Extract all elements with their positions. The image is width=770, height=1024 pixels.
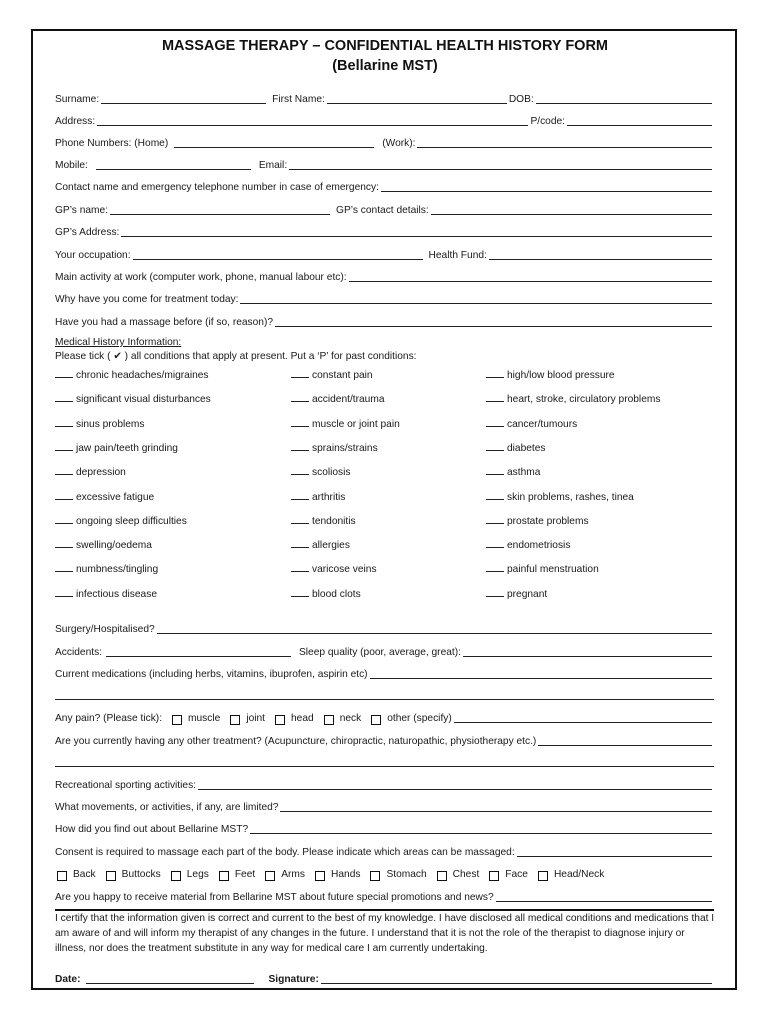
- other-treatment-extra-line[interactable]: [55, 766, 714, 767]
- condition-label: skin problems, rashes, tinea: [507, 491, 634, 503]
- area-chest-label: Chest: [452, 869, 480, 880]
- area-legs-checkbox[interactable]: [171, 871, 181, 881]
- condition-2-6: [291, 492, 345, 503]
- condition-tick-blank[interactable]: [486, 401, 504, 402]
- pain-joint-label: joint: [246, 713, 266, 724]
- row-gp-address: [55, 223, 714, 239]
- pcode-field[interactable]: [567, 125, 712, 126]
- row-mobile: [55, 156, 714, 172]
- condition-1-7: [55, 516, 187, 527]
- accidents-label: Accidents:: [55, 647, 102, 658]
- condition-2-2: [291, 394, 384, 405]
- email-field[interactable]: [289, 169, 712, 170]
- sporting-label: Recreational sporting activities:: [55, 780, 196, 791]
- condition-3-1: [486, 370, 615, 381]
- area-back-label: Back: [73, 869, 96, 880]
- condition-tick-blank[interactable]: [55, 474, 73, 475]
- condition-2-10: [291, 589, 361, 600]
- condition-label: sinus problems: [76, 418, 145, 430]
- condition-tick-blank[interactable]: [291, 450, 309, 451]
- condition-1-10: [55, 589, 157, 600]
- row-date-signature: [55, 970, 714, 986]
- area-feet-checkbox[interactable]: [219, 871, 229, 881]
- signature-label: Signature:: [268, 974, 319, 985]
- occupation-field[interactable]: [133, 259, 423, 260]
- area-stomach-checkbox[interactable]: [370, 871, 380, 881]
- pain-joint-checkbox[interactable]: [230, 715, 240, 725]
- sleep-quality-label: Sleep quality (poor, average, great):: [299, 647, 461, 658]
- why-treatment-field[interactable]: [240, 303, 712, 304]
- condition-label: infectious disease: [76, 588, 157, 600]
- accidents-field[interactable]: [106, 656, 291, 657]
- form-subtitle: (Bellarine MST): [332, 58, 438, 74]
- health-fund-field[interactable]: [489, 259, 712, 260]
- condition-label: excessive fatigue: [76, 491, 155, 503]
- area-face-checkbox[interactable]: [489, 871, 499, 881]
- row-medications: [55, 665, 714, 681]
- phone-home-label: Phone Numbers: (Home): [55, 138, 169, 149]
- condition-tick-blank[interactable]: [55, 426, 73, 427]
- row-other-treatment: [55, 732, 714, 748]
- medications-field[interactable]: [370, 678, 712, 679]
- condition-label: painful menstruation: [507, 564, 599, 576]
- pain-head-checkbox[interactable]: [275, 715, 285, 725]
- row-gp: [55, 201, 714, 217]
- gp-address-label: GP’s Address:: [55, 227, 120, 238]
- condition-1-3: [55, 419, 145, 430]
- condition-tick-blank[interactable]: [486, 474, 504, 475]
- condition-tick-blank[interactable]: [486, 547, 504, 548]
- row-find-out: [55, 820, 714, 836]
- promotions-field[interactable]: [496, 901, 712, 902]
- address-field[interactable]: [97, 125, 528, 126]
- find-out-field[interactable]: [250, 833, 712, 834]
- row-emergency: [55, 178, 714, 194]
- row-accidents: [55, 643, 714, 659]
- condition-tick-blank[interactable]: [486, 596, 504, 597]
- condition-label: prostate problems: [507, 515, 589, 527]
- surgery-label: Surgery/Hospitalised?: [55, 624, 155, 635]
- area-stomach-label: Stomach: [386, 869, 427, 880]
- pain-other-checkbox[interactable]: [371, 715, 381, 725]
- row-main-activity: [55, 268, 714, 284]
- condition-label: tendonitis: [312, 515, 356, 527]
- pain-other-field[interactable]: [454, 722, 712, 723]
- area-head-neck-label: Head/Neck: [553, 869, 605, 880]
- row-body-areas: [57, 865, 716, 881]
- area-buttocks-checkbox[interactable]: [106, 871, 116, 881]
- condition-tick-blank[interactable]: [291, 474, 309, 475]
- area-back-checkbox[interactable]: [57, 871, 67, 881]
- condition-label: constant pain: [312, 370, 373, 381]
- had-massage-label: Have you had a massage before (if so, reason)?: [55, 317, 274, 328]
- row-promotions: [55, 888, 714, 904]
- movements-field[interactable]: [280, 811, 712, 812]
- area-arms-checkbox[interactable]: [265, 871, 275, 881]
- pain-muscle-label: muscle: [188, 713, 221, 724]
- address-label: Address:: [55, 116, 96, 127]
- pcode-label: P/code:: [530, 116, 565, 127]
- condition-tick-blank[interactable]: [291, 596, 309, 597]
- condition-tick-blank[interactable]: [486, 377, 504, 378]
- condition-label: cancer/tumours: [507, 418, 578, 430]
- condition-label: heart, stroke, circulatory problems: [507, 394, 661, 406]
- condition-label: ongoing sleep difficulties: [76, 515, 187, 527]
- main-activity-label: Main activity at work (computer work, phone, manual labour etc):: [55, 272, 347, 283]
- row-phone: [55, 134, 714, 150]
- condition-label: muscle or joint pain: [312, 418, 400, 430]
- condition-tick-blank[interactable]: [55, 571, 73, 572]
- condition-1-1: [55, 370, 209, 381]
- phone-home-field[interactable]: [174, 147, 374, 148]
- condition-tick-blank[interactable]: [486, 499, 504, 500]
- first-name-field[interactable]: [327, 103, 507, 104]
- condition-tick-blank[interactable]: [55, 377, 73, 378]
- condition-3-3: [486, 419, 577, 430]
- condition-1-4: [55, 443, 178, 454]
- condition-3-9: [486, 564, 599, 575]
- condition-label: blood clots: [312, 588, 361, 600]
- mobile-label: Mobile:: [55, 160, 88, 171]
- condition-2-1: [291, 370, 373, 381]
- condition-1-8: [55, 540, 152, 551]
- signature-field[interactable]: [321, 983, 712, 984]
- area-chest-checkbox[interactable]: [437, 871, 447, 881]
- row-surgery: [55, 620, 714, 636]
- condition-tick-blank[interactable]: [291, 571, 309, 572]
- condition-tick-blank[interactable]: [55, 523, 73, 524]
- row-address: [55, 112, 714, 128]
- row-pain: [55, 709, 714, 725]
- condition-label: arthritis: [312, 491, 346, 503]
- consent-field[interactable]: [517, 856, 712, 857]
- condition-3-6: [486, 492, 634, 503]
- had-massage-field[interactable]: [275, 326, 712, 327]
- row-why-treatment: [55, 290, 714, 306]
- surname-field[interactable]: [101, 103, 266, 104]
- promotions-label: Are you happy to receive material from Bellarine MST about future special promotions and news?: [55, 892, 494, 903]
- condition-tick-blank[interactable]: [486, 523, 504, 524]
- condition-label: depression: [76, 467, 126, 479]
- gp-name-field[interactable]: [110, 214, 330, 215]
- gp-contact-label: GP’s contact details:: [336, 205, 429, 216]
- mobile-field[interactable]: [96, 169, 251, 170]
- medical-instruction: Please tick ( ✔ ) all conditions that apply at present. Put a ‘P’ for past conditions:: [55, 351, 417, 362]
- condition-label: sprains/strains: [312, 442, 378, 454]
- date-label: Date:: [55, 974, 81, 985]
- dob-label: DOB:: [508, 94, 534, 105]
- area-hands-label: Hands: [331, 869, 361, 880]
- medications-extra-line[interactable]: [55, 699, 714, 700]
- area-feet-label: Feet: [234, 869, 256, 880]
- gp-name-label: GP’s name:: [55, 205, 109, 216]
- medical-heading: Medical History Information:: [55, 337, 182, 348]
- form-title: MASSAGE THERAPY – CONFIDENTIAL HEALTH HISTORY FORM: [161, 38, 609, 54]
- consent-label: Consent is required to massage each part of the body. Please indicate which areas can be massaged:: [55, 847, 515, 858]
- pain-muscle-checkbox[interactable]: [172, 715, 182, 725]
- row-names: [55, 90, 714, 106]
- row-occupation: [55, 246, 714, 262]
- sleep-quality-field[interactable]: [463, 656, 712, 657]
- condition-1-2: [55, 394, 211, 405]
- condition-3-2: [486, 394, 660, 405]
- surgery-field[interactable]: [157, 633, 712, 634]
- area-hands-checkbox[interactable]: [315, 871, 325, 881]
- condition-tick-blank[interactable]: [291, 523, 309, 524]
- pain-other-label: other (specify): [387, 713, 452, 724]
- condition-2-5: [291, 467, 351, 478]
- condition-label: significant visual disturbances: [76, 394, 211, 406]
- pain-label: Any pain? (Please tick):: [55, 713, 163, 724]
- date-field[interactable]: [86, 983, 254, 984]
- pain-head-label: head: [291, 713, 314, 724]
- find-out-label: How did you find out about Bellarine MST?: [55, 824, 249, 835]
- condition-tick-blank[interactable]: [486, 571, 504, 572]
- other-treatment-field[interactable]: [538, 745, 712, 746]
- condition-label: pregnant: [507, 588, 548, 600]
- condition-label: swelling/oedema: [76, 540, 152, 552]
- pain-neck-checkbox[interactable]: [324, 715, 334, 725]
- phone-work-field[interactable]: [417, 147, 712, 148]
- condition-tick-blank[interactable]: [55, 499, 73, 500]
- condition-label: allergies: [312, 540, 350, 552]
- dob-field[interactable]: [536, 103, 712, 104]
- condition-label: high/low blood pressure: [507, 370, 615, 381]
- condition-1-6: [55, 492, 154, 503]
- condition-tick-blank[interactable]: [291, 547, 309, 548]
- condition-3-4: [486, 443, 546, 454]
- condition-label: asthma: [507, 467, 541, 479]
- condition-tick-blank[interactable]: [486, 426, 504, 427]
- condition-tick-blank[interactable]: [291, 499, 309, 500]
- condition-2-7: [291, 516, 356, 527]
- area-head-neck-checkbox[interactable]: [538, 871, 548, 881]
- condition-label: endometriosis: [507, 540, 571, 552]
- area-buttocks-label: Buttocks: [121, 869, 161, 880]
- other-treatment-label: Are you currently having any other treatment? (Acupuncture, chiropractic, naturopathic, physiotherapy etc.): [55, 736, 537, 747]
- emergency-label: Contact name and emergency telephone number in case of emergency:: [55, 182, 379, 193]
- condition-2-8: [291, 540, 350, 551]
- emergency-field[interactable]: [381, 191, 712, 192]
- condition-label: diabetes: [507, 442, 546, 454]
- condition-1-5: [55, 467, 126, 478]
- row-sporting: [55, 776, 714, 792]
- condition-2-3: [291, 419, 400, 430]
- area-arms-label: Arms: [281, 869, 305, 880]
- first-name-label: First Name:: [272, 94, 325, 105]
- row-consent: [55, 843, 714, 859]
- pain-neck-label: neck: [339, 713, 362, 724]
- condition-2-4: [291, 443, 378, 454]
- main-activity-field[interactable]: [349, 281, 712, 282]
- condition-3-7: [486, 516, 589, 527]
- condition-3-10: [486, 589, 547, 600]
- condition-tick-blank[interactable]: [55, 547, 73, 548]
- why-treatment-label: Why have you come for treatment today:: [55, 294, 239, 305]
- certification-text: I certify that the information given is correct and current to the best of my knowledge. I have disclosed all medical conditions and medications that I am aware of and will inform my therapist of any changes in the future. I understand that it is not the role of the therapist to diagnose injury or illness, nor does the treatment substitute in any way for medical care I am currently undertaking.: [55, 913, 715, 955]
- row-movements: [55, 798, 714, 814]
- condition-tick-blank[interactable]: [55, 401, 73, 402]
- phone-work-label: (Work):: [382, 138, 416, 149]
- condition-tick-blank[interactable]: [55, 450, 73, 451]
- condition-tick-blank[interactable]: [291, 377, 309, 378]
- condition-tick-blank[interactable]: [55, 596, 73, 597]
- condition-label: accident/trauma: [312, 394, 385, 406]
- area-face-label: Face: [505, 869, 528, 880]
- movements-label: What movements, or activities, if any, are limited?: [55, 802, 279, 813]
- email-label: Email:: [258, 160, 288, 171]
- condition-2-9: [291, 564, 377, 575]
- condition-label: varicose veins: [312, 564, 377, 576]
- row-had-massage: [55, 313, 714, 329]
- condition-3-5: [486, 467, 540, 478]
- condition-label: numbness/tingling: [76, 564, 159, 576]
- condition-tick-blank[interactable]: [486, 450, 504, 451]
- occupation-label: Your occupation:: [55, 250, 131, 261]
- condition-label: jaw pain/teeth grinding: [76, 442, 178, 454]
- condition-label: chronic headaches/migraines: [76, 370, 209, 381]
- condition-tick-blank[interactable]: [291, 401, 309, 402]
- health-fund-label: Health Fund:: [428, 250, 487, 261]
- sporting-field[interactable]: [198, 789, 712, 790]
- condition-3-8: [486, 540, 570, 551]
- area-legs-label: Legs: [186, 869, 209, 880]
- condition-label: scoliosis: [312, 467, 351, 479]
- gp-address-field[interactable]: [121, 236, 712, 237]
- condition-tick-blank[interactable]: [291, 426, 309, 427]
- condition-1-9: [55, 564, 158, 575]
- surname-label: Surname:: [55, 94, 100, 105]
- gp-contact-field[interactable]: [431, 214, 712, 215]
- medications-label: Current medications (including herbs, vitamins, ibuprofen, aspirin etc): [55, 669, 368, 680]
